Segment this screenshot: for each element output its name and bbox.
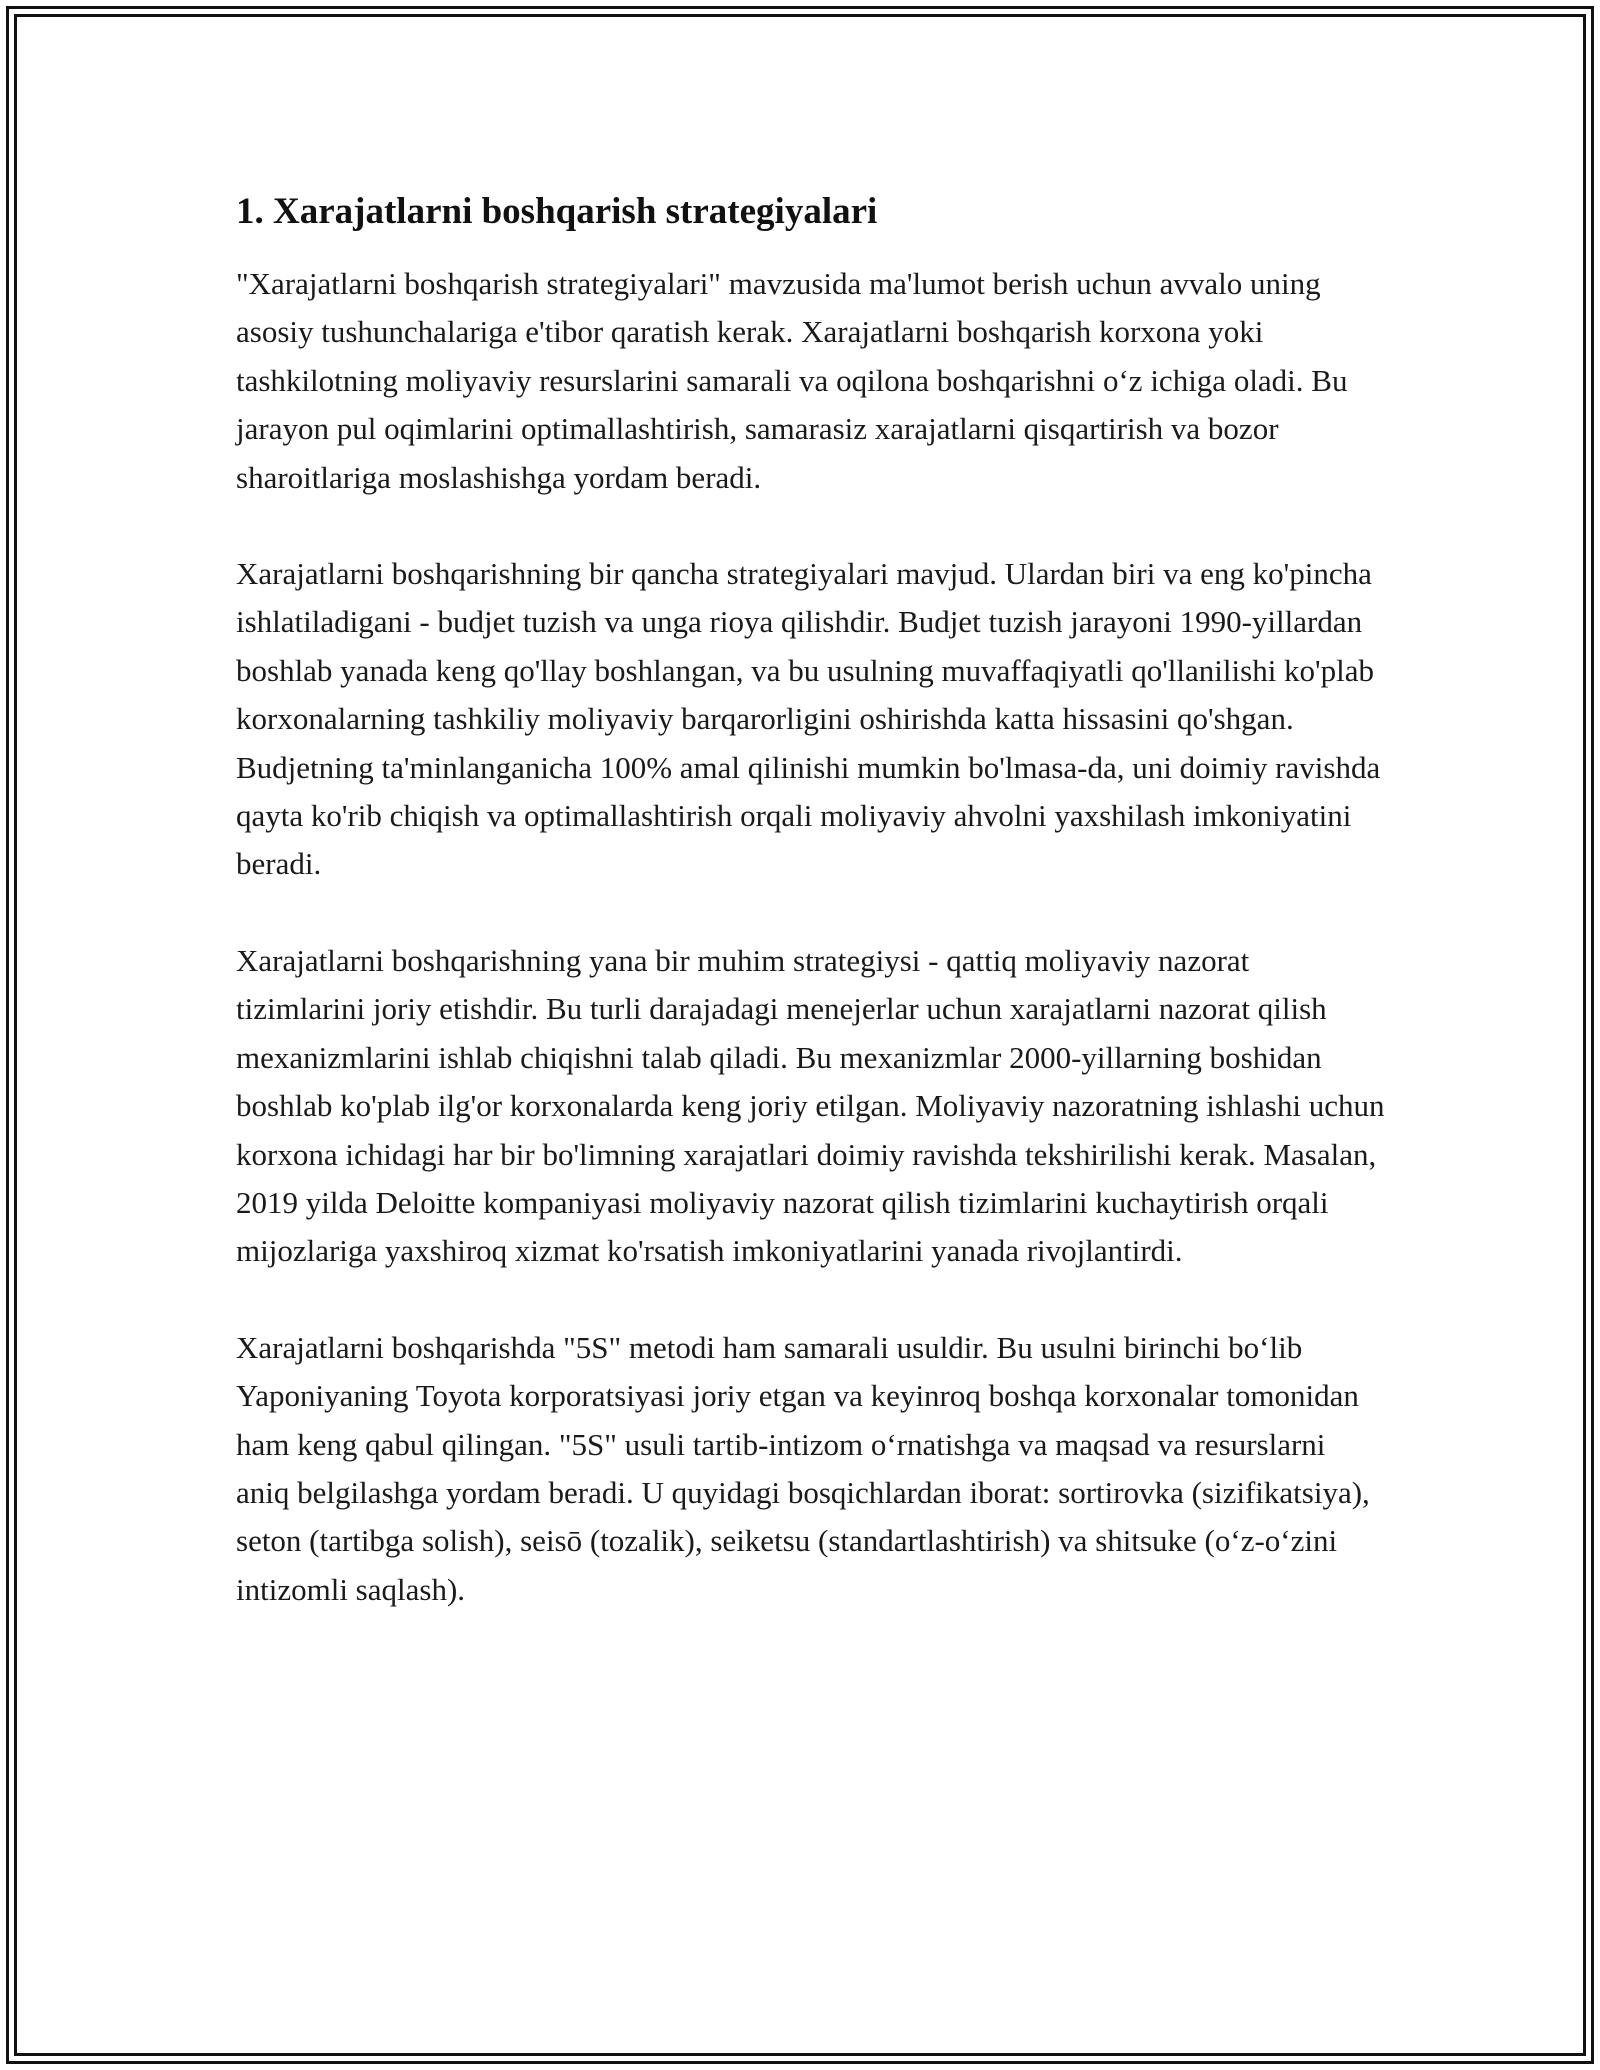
paragraph-5s-method: Xarajatlarni boshqarishda "5S" metodi ham samarali usuldir. Bu usulni birinchi bo‘lib Yaponiyaning Toyota korporatsiyasi joriy etgan va keyinroq boshqa korxonalar tomonidan ham keng qabul qilingan. "5S" usuli tartib-intizom o‘rnatishga va maqsad va resurslarni aniq belgilashga yordam beradi. U quyidagi bosqichlardan iborat: sortirovka (sizifikatsiya), seton (tartibga solish), seisō (tozalik), seiketsu (standartlashtirish) va shitsuke (o‘z-o‘zini intizomli saqlash). — [236, 1329, 1370, 1607]
paragraph-financial-control: Xarajatlarni boshqarishning yana bir muhim strategiysi - qattiq moliyaviy nazorat tizimlarini joriy etishdir. Bu turli darajadagi menejerlar uchun xarajatlarni nazorat qilish mexanizmlarini ishlab chiqishni talab qiladi. Bu mexanizmlar 2000-yillarning boshidan boshlab ko'plab ilg'or korxonalarda keng joriy etilgan. Moliyaviy nazoratning ishlashi uchun korxona ichidagi har bir bo'limning xarajatlari doimiy ravishda tekshirilishi kerak. Masalan, 2019 yilda Deloitte kompaniyasi moliyaviy nazorat qilish tizimlarini kuchaytirish orqali mijozlariga yaxshiroq xizmat ko'rsatish imkoniyatlarini yanada rivojlantirdi. — [236, 942, 1385, 1269]
paragraph-intro: "Xarajatlarni boshqarish strategiyalari" mavzusida ma'lumot berish uchun avvalo uning asosiy tushunchalariga e'tibor qaratish kerak. Xarajatlarni boshqarish korxona yoki tashkilotning moliyaviy resurslarini samarali va oqilona boshqarishni o‘z ichiga oladi. Bu jarayon pul oqimlarini optimallashtirish, samarasiz xarajatlarni qisqartirish va bozor sharoitlariga moslashishga yordam beradi. — [236, 266, 1348, 495]
section-heading: 1. Xarajatlarni boshqarish strategiyalari — [236, 191, 878, 232]
document-body — [236, 186, 1386, 1662]
paragraph-budget-strategy: Xarajatlarni boshqarishning bir qancha strategiyalari mavjud. Ulardan biri va eng ko'pincha ishlatiladigani - budjet tuzish va unga rioya qilishdir. Budjet tuzish jarayoni 1990-yillardan boshlab yanada keng qo'llay boshlangan, va bu usulning muvaffaqiyatli qo'llanilishi ko'plab korxonalarning tashkiliy moliyaviy barqarorligini oshirishda katta hissasini qo'shgan. Budjetning ta'minlanganicha 100% amal qilinishi mumkin bo'lmasa-da, uni doimiy ravishda qayta ko'rib chiqish va optimallashtirish orqali moliyaviy ahvolni yaxshilash imkoniyatini beradi. — [236, 556, 1381, 882]
